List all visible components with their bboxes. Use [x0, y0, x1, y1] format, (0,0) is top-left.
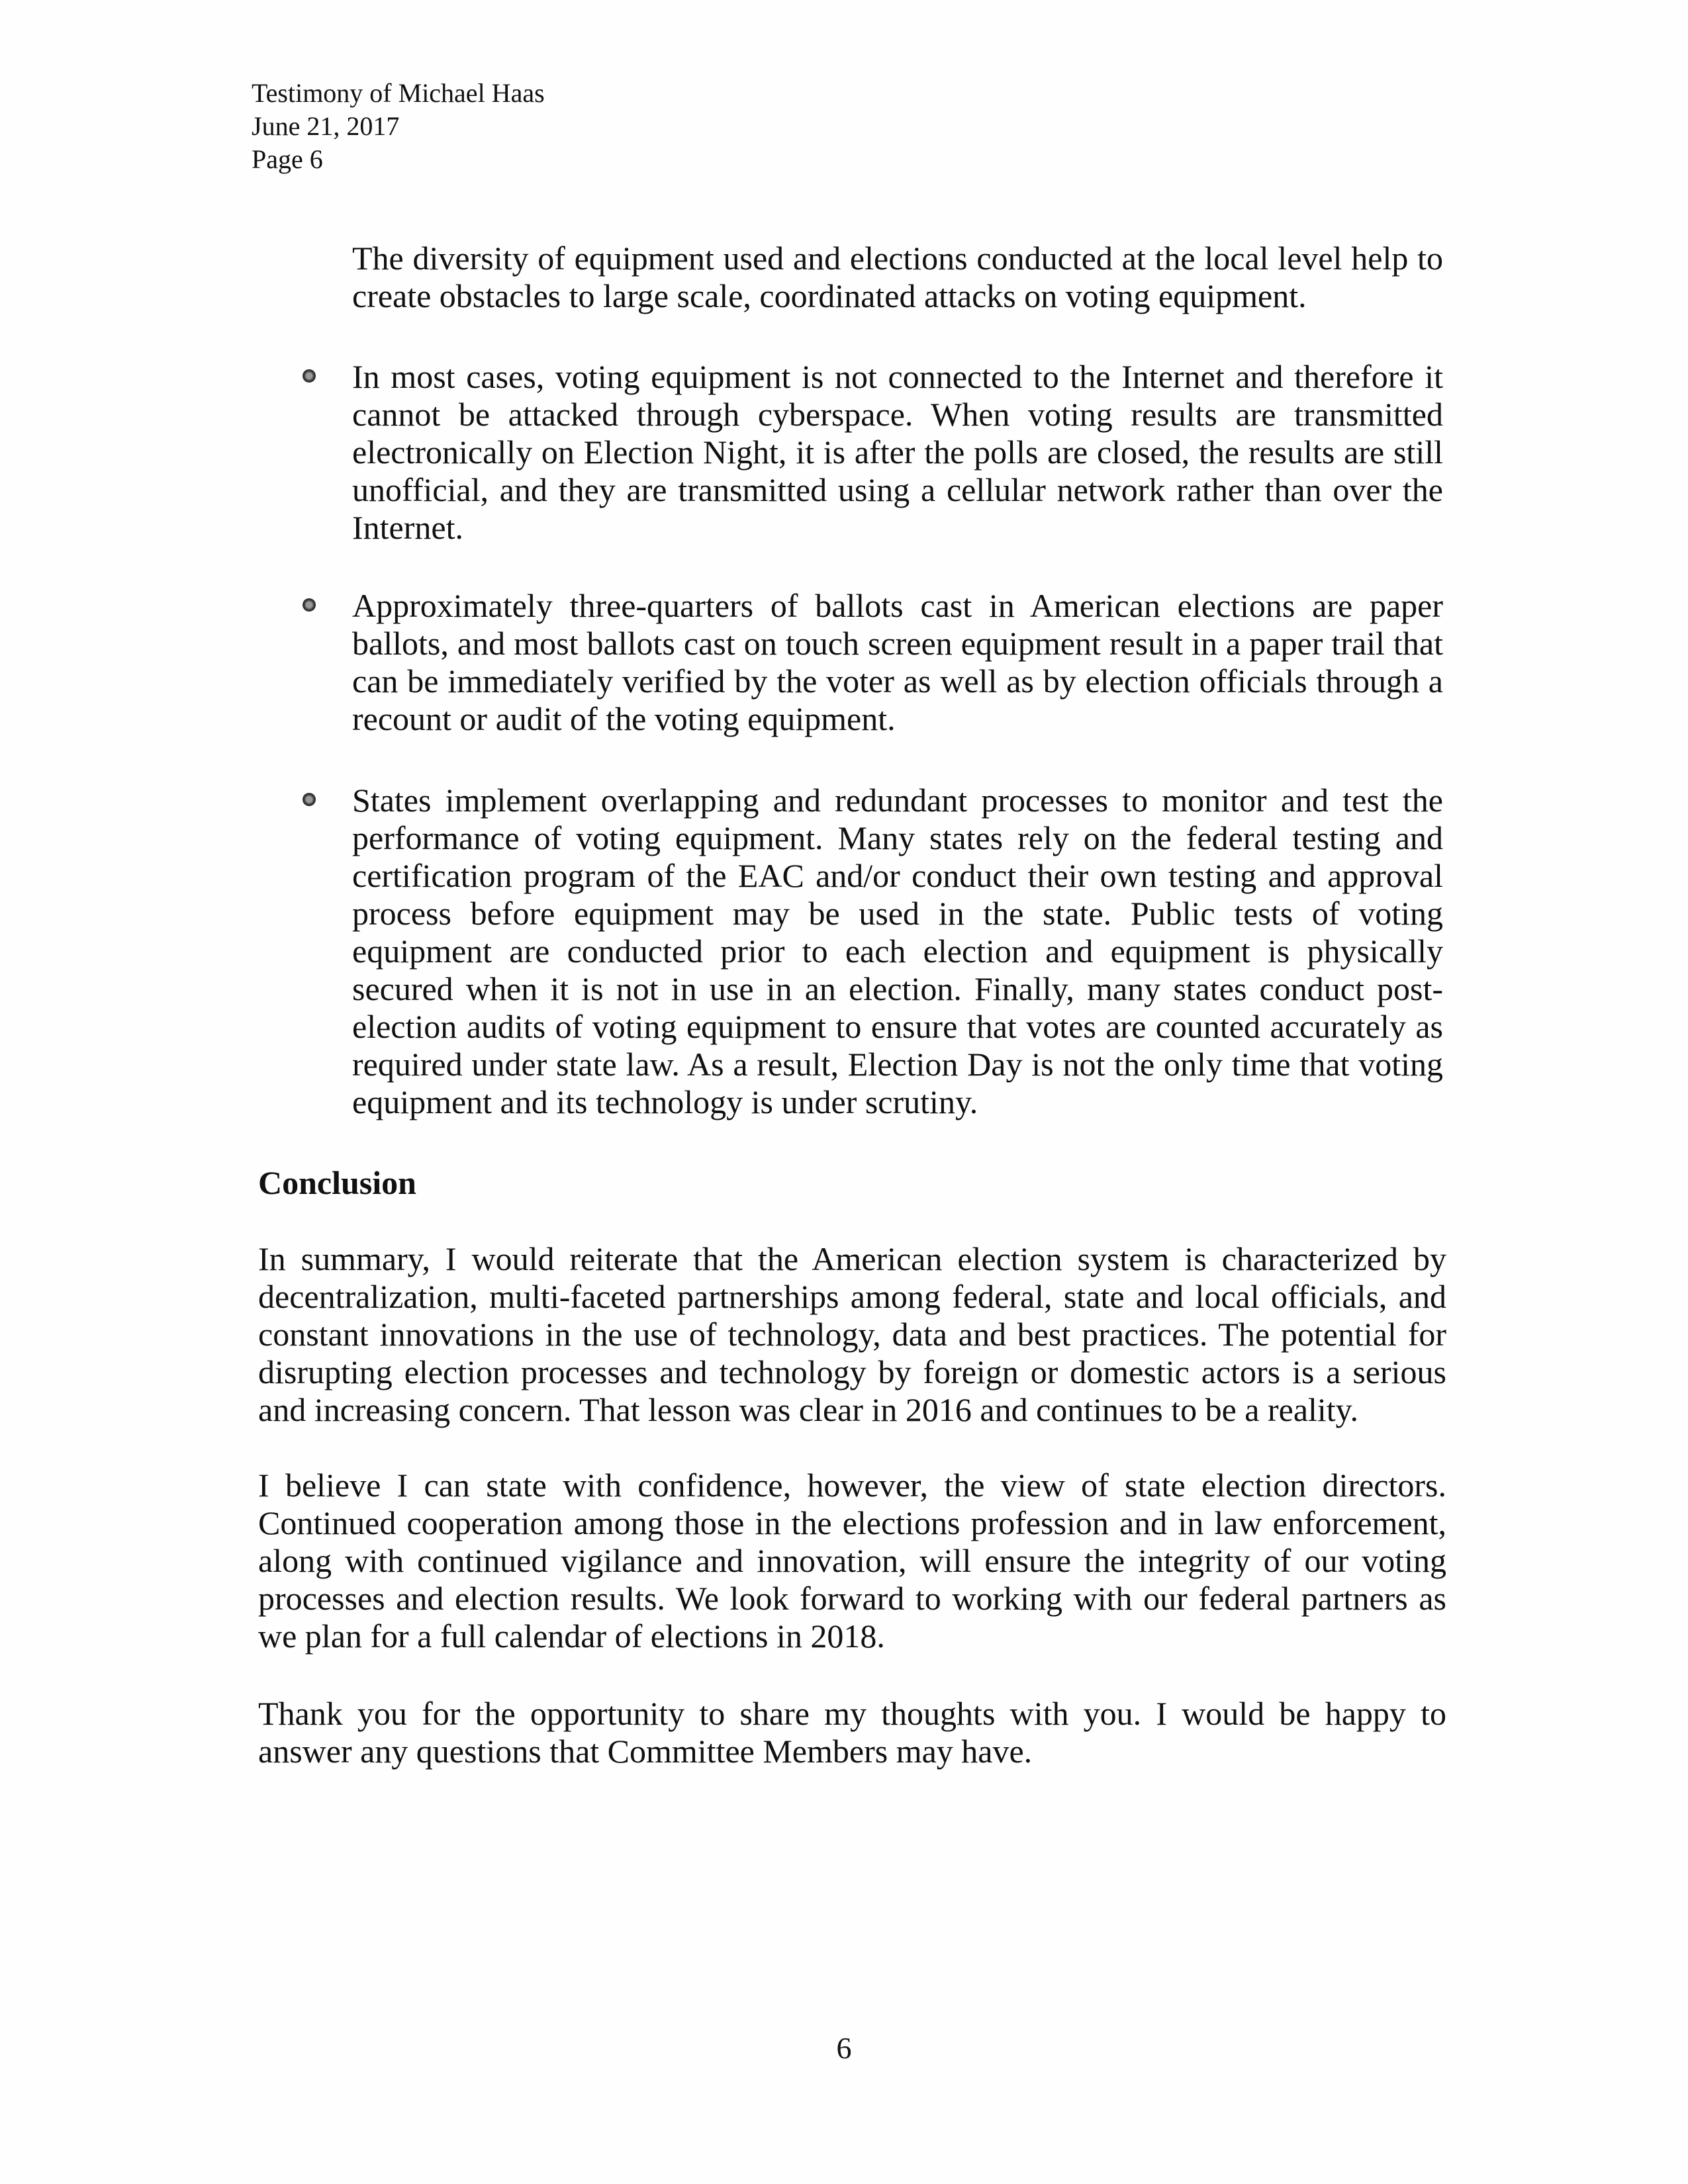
bullet-dot-icon — [303, 598, 316, 612]
bullet-item — [352, 358, 1443, 547]
text-line: we plan for a full calendar of elections in 2018. — [258, 1617, 885, 1655]
text-line: The diversity of equipment used and elections conducted at the local level help to — [352, 240, 1443, 277]
text-line: answer any questions that Committee Members may have. — [258, 1733, 1033, 1770]
intro-paragraph — [352, 240, 1443, 315]
text-line: recount or audit of the voting equipment. — [352, 700, 896, 737]
text-line: Thank you for the opportunity to share my thoughts with you. I would be happy to — [258, 1695, 1446, 1732]
text-line: I believe I can state with confidence, however, the view of state election directors. — [258, 1467, 1446, 1504]
text-line: Continued cooperation among those in the elections profession and in law enforcement, — [258, 1504, 1446, 1541]
text-line: election audits of voting equipment to ensure that votes are counted accurately as — [352, 1008, 1443, 1045]
text-line: unofficial, and they are transmitted using a cellular network rather than over the — [352, 471, 1443, 508]
text-line: processes and election results. We look forward to working with our federal partners as — [258, 1580, 1446, 1617]
bullet-item — [352, 587, 1443, 738]
header-date: June 21, 2017 — [252, 111, 400, 141]
text-line: Internet. — [352, 509, 463, 546]
bullet-dot-icon — [303, 369, 316, 383]
text-line: equipment are conducted prior to each election and equipment is physically — [352, 933, 1443, 970]
text-line: ballots, and most ballots cast on touch screen equipment result in a paper trail that — [352, 625, 1443, 662]
text-line: disrupting election processes and technology by foreign or domestic actors is a serious — [258, 1353, 1446, 1390]
text-line: create obstacles to large scale, coordinated attacks on voting equipment. — [352, 277, 1307, 314]
text-line: Approximately three-quarters of ballots cast in American elections are paper — [352, 587, 1443, 624]
text-line: equipment and its technology is under scrutiny. — [352, 1083, 978, 1120]
text-line: In most cases, voting equipment is not connected to the Internet and therefore it — [352, 358, 1443, 395]
text-line: performance of voting equipment. Many states rely on the federal testing and — [352, 819, 1443, 856]
section-heading-conclusion: Conclusion — [258, 1164, 416, 1201]
page-header — [252, 77, 545, 176]
text-line: process before equipment may be used in the state. Public tests of voting — [352, 895, 1443, 932]
text-line: along with continued vigilance and innovation, will ensure the integrity of our voting — [258, 1542, 1446, 1579]
text-line: cannot be attacked through cyberspace. When voting results are transmitted — [352, 396, 1443, 433]
text-line: can be immediately verified by the voter as well as by election officials through a — [352, 662, 1443, 700]
page-number: 6 — [836, 2031, 852, 2065]
header-title: Testimony of Michael Haas — [252, 78, 545, 108]
text-line: States implement overlapping and redundant processes to monitor and test the — [352, 782, 1443, 819]
text-line: certification program of the EAC and/or conduct their own testing and approval — [352, 857, 1443, 894]
closing-paragraph — [258, 1695, 1446, 1770]
text-line: constant innovations in the use of technology, data and best practices. The potential for — [258, 1316, 1446, 1353]
text-line: secured when it is not in use in an election. Finally, many states conduct post- — [352, 970, 1443, 1007]
bullet-dot-icon — [303, 793, 316, 806]
text-line: required under state law. As a result, Election Day is not the only time that voting — [352, 1046, 1443, 1083]
text-line: and increasing concern. That lesson was clear in 2016 and continues to be a reality. — [258, 1391, 1358, 1428]
text-line: decentralization, multi-faceted partnerships among federal, state and local officials, and — [258, 1278, 1446, 1315]
text-line: electronically on Election Night, it is after the polls are closed, the results are still — [352, 433, 1443, 471]
conclusion-paragraph — [258, 1240, 1446, 1429]
text-line: In summary, I would reiterate that the American election system is characterized by — [258, 1240, 1446, 1277]
header-page-label: Page 6 — [252, 144, 323, 174]
conclusion-paragraph — [258, 1467, 1446, 1655]
bullet-item — [352, 782, 1443, 1121]
